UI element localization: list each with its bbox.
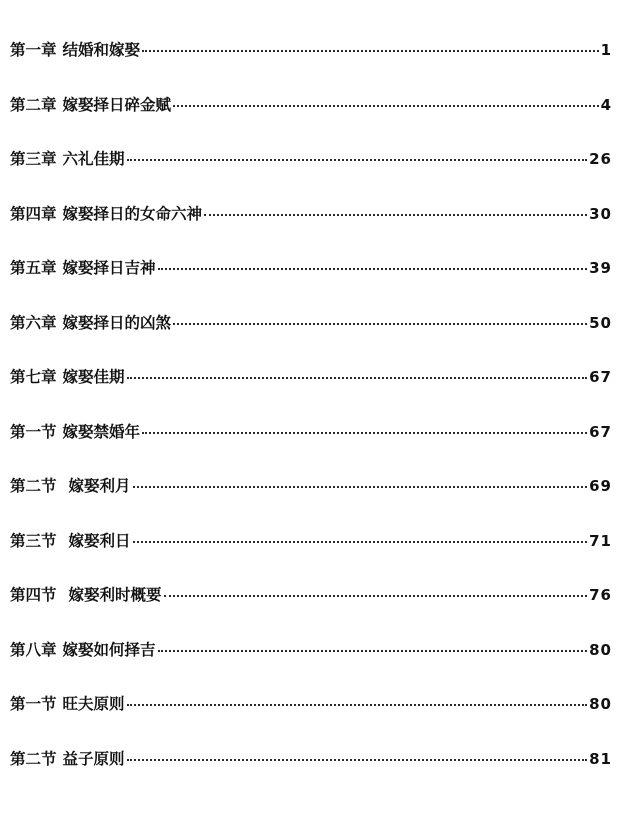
toc-entry-title: 结婚和嫁娶	[62, 41, 141, 59]
toc-entry-page: 71	[589, 531, 612, 550]
toc-entry[interactable]	[10, 474, 612, 529]
dot-leader	[133, 541, 588, 543]
toc-entry[interactable]	[10, 147, 612, 202]
toc-entry[interactable]	[10, 747, 612, 802]
toc-entry-page: 1	[600, 41, 612, 59]
toc-entry-label: 第三节	[10, 531, 57, 550]
dot-leader	[127, 759, 588, 761]
toc-entry-page: 4	[600, 95, 612, 114]
toc-entry[interactable]	[10, 638, 612, 693]
toc-entry-label: 第四章	[10, 204, 57, 223]
dot-leader	[127, 159, 588, 161]
toc-entry-title: 六礼佳期	[62, 150, 125, 168]
toc-entry[interactable]	[10, 256, 612, 311]
toc-entry-title: 益子原则	[62, 749, 125, 768]
dot-leader	[142, 50, 599, 52]
toc-entry-title: 嫁娶择日的女命六神	[62, 204, 203, 223]
toc-entry[interactable]	[10, 202, 612, 257]
toc-entry-title: 嫁娶利日	[68, 531, 131, 550]
toc-entry-page: 26	[589, 150, 612, 168]
toc-entry-title: 嫁娶如何择吉	[62, 640, 156, 659]
toc-entry-title: 嫁娶择日吉神	[62, 259, 156, 277]
toc-entry-title: 嫁娶利月	[68, 477, 131, 495]
toc-entry[interactable]	[10, 93, 612, 148]
toc-entry-label: 第五章	[10, 259, 57, 277]
dot-leader	[204, 214, 587, 216]
dot-leader	[173, 105, 599, 107]
toc-entry-page: 69	[589, 477, 612, 495]
toc-entry-page: 80	[589, 640, 612, 659]
toc-entry-label: 第一章	[10, 41, 57, 59]
dot-leader	[158, 650, 588, 652]
toc-entry[interactable]	[10, 692, 612, 747]
toc-entry-title: 旺夫原则	[62, 695, 125, 713]
toc-entry-title: 嫁娶择日碎金赋	[62, 95, 172, 114]
toc-entry-label: 第七章	[10, 368, 57, 386]
toc-entry-page: 76	[589, 586, 612, 604]
toc-entry-title: 嫁娶择日的凶煞	[62, 313, 172, 332]
dot-leader	[164, 595, 588, 597]
toc-entry[interactable]	[10, 583, 612, 638]
toc-entry-label: 第一节	[10, 422, 57, 441]
toc-entry-page: 80	[589, 695, 612, 713]
dot-leader	[142, 432, 587, 434]
toc-entry-label: 第二节	[10, 749, 57, 768]
toc-entry-label: 第八章	[10, 640, 57, 659]
dot-leader	[133, 486, 588, 488]
toc-entry-label: 第六章	[10, 313, 57, 332]
dot-leader	[127, 377, 588, 379]
dot-leader	[158, 268, 588, 270]
toc-entry-page: 67	[589, 368, 612, 386]
toc-entry-label: 第四节	[10, 586, 57, 604]
toc-entry-page: 30	[589, 204, 612, 223]
toc-entry-page: 39	[589, 259, 612, 277]
toc-entry-label: 第二节	[10, 477, 57, 495]
dot-leader	[173, 323, 587, 325]
toc-entry-page: 81	[589, 749, 612, 768]
toc-entry-title: 嫁娶佳期	[62, 368, 125, 386]
toc-entry-label: 第二章	[10, 95, 57, 114]
toc-entry-label: 第一节	[10, 695, 57, 713]
toc-entry[interactable]	[10, 420, 612, 475]
dot-leader	[127, 704, 588, 706]
toc-entry[interactable]	[10, 311, 612, 366]
toc-entry[interactable]	[10, 529, 612, 584]
toc-entry-page: 67	[589, 422, 612, 441]
toc-entry-title: 嫁娶禁婚年	[62, 422, 141, 441]
toc-entry-page: 50	[589, 313, 612, 332]
toc-entry[interactable]	[10, 38, 612, 93]
toc-entry-label: 第三章	[10, 150, 57, 168]
toc-entry[interactable]	[10, 365, 612, 420]
table-of-contents	[10, 38, 612, 801]
toc-entry-title: 嫁娶利时概要	[68, 586, 162, 604]
